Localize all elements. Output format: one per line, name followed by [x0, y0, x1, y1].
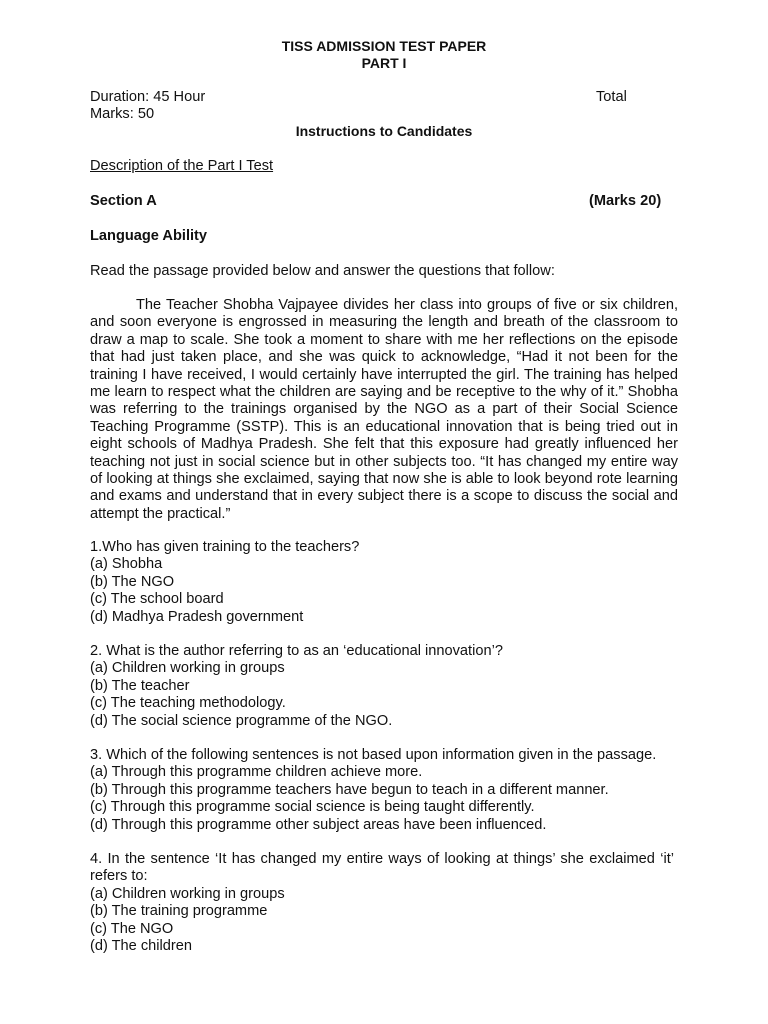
question-block: [90, 643, 690, 730]
marks-text: Marks: 50: [90, 106, 155, 122]
option-a: (a) Children working in groups: [90, 660, 285, 677]
question-text: 1.Who has given training to the teachers?: [90, 539, 360, 555]
option-c: (c) The NGO: [90, 920, 174, 937]
question-text: 3. Which of the following sentences is not based upon information given in the passage.: [90, 747, 657, 763]
option-a: (a) Children working in groups: [90, 885, 285, 902]
question-block: [90, 539, 690, 626]
subsection-heading: Language Ability: [90, 228, 208, 244]
option-c: (c) The teaching methodology.: [90, 695, 286, 712]
option-d: (d) The children: [90, 938, 192, 955]
question-block: [90, 851, 690, 955]
question-text: 2. What is the author referring to as an ‘educational innovation’?: [90, 643, 503, 659]
question-text: 4. In the sentence ‘It has changed my entire ways of looking at things’ she exclaimed ‘it’ refers to:: [90, 851, 674, 885]
read-instruction: Read the passage provided below and answer the questions that follow:: [90, 263, 555, 279]
option-c: (c) The school board: [90, 591, 224, 608]
question-block: [90, 747, 690, 834]
option-b: (b) The teacher: [90, 677, 190, 694]
duration-text: Duration: 45 Hour: [90, 89, 206, 105]
reading-passage: The Teacher Shobha Vajpayee divides her class into groups of five or six children, and soon everyone is engrossed in measuring the length and breath of the classroom to draw a map to scale. She took a moment to share with me her reflections on the episode that had just taken place, and she was quick to acknowledge, “Had it not been for the training I have received, I would certainly have interrupted the girl. The training has helped me learn to respect what the children are saying and be receptive to the why of it.” Shobha was referring to the trainings organised by the NGO as a part of their Social Science Teaching Programme (SSTP). This is an educational innovation that is being tried out in eight schools of Madhya Pradesh. She felt that this exposure had greatly influenced her teaching not just in social science but in other subjects too. “It has changed my entire way of looking at things she exclaimed, saying that now she is able to look beyond rote learning and exams and understand that in every subject there is a scope to discuss the social and attempt the practical.”: [90, 297, 678, 522]
option-b: (b) Through this programme teachers have begun to teach in a different manner.: [90, 781, 609, 798]
option-d: (d) The social science programme of the NGO.: [90, 712, 393, 729]
description-heading: Description of the Part I Test: [90, 158, 274, 174]
total-label: Total: [596, 89, 627, 105]
instructions-heading: Instructions to Candidates: [295, 123, 473, 139]
option-a: (a) Shobha: [90, 556, 163, 573]
document-part: PART I: [361, 55, 407, 71]
option-b: (b) The training programme: [90, 903, 268, 920]
document-header: [0, 38, 768, 72]
option-b: (b) The NGO: [90, 573, 175, 590]
option-c: (c) Through this programme social science is being taught differently.: [90, 799, 535, 816]
option-d: (d) Madhya Pradesh government: [90, 608, 304, 625]
section-title: Section A: [90, 193, 157, 209]
option-d: (d) Through this programme other subject areas have been influenced.: [90, 816, 547, 833]
document-title: TISS ADMISSION TEST PAPER: [281, 38, 487, 54]
section-marks: (Marks 20): [589, 193, 662, 209]
option-a: (a) Through this programme children achieve more.: [90, 764, 423, 781]
